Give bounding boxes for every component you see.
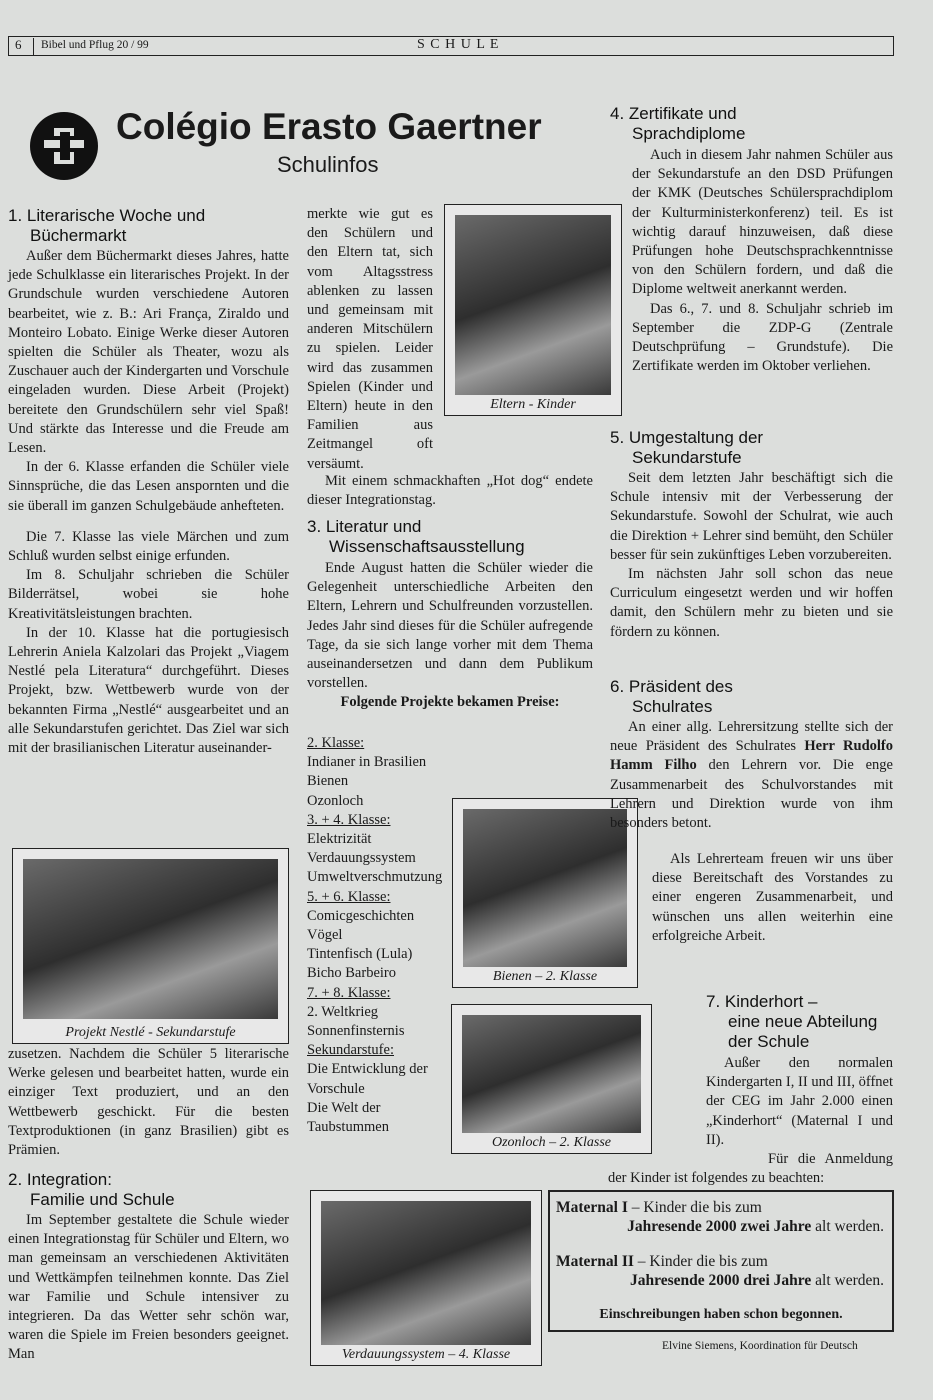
section-5-heading: 5. Umgestaltung der Sekundarstufe (610, 428, 764, 467)
section-2-end: Mit einem schmackhaften „Hot dog“ endete dieser Integrationstag. (307, 473, 593, 509)
page-number: 6 (15, 37, 22, 52)
section-1-continued: zusetzen. Nachdem die Schüler 5 literarische Werke gelesen und bearbeitet hatten, wurde ein einziger Text produziert, und an den Wettbewerb geschickt. Für die besten Textproduktionen (in ganz Brasilien) gibt es Prämien. (8, 1046, 289, 1159)
caption-bienen: Bienen – 2. Klasse (492, 969, 598, 984)
section-6-heading: 6. Präsident des Schulrates (610, 677, 733, 716)
prizes-title: Folgende Projekte bekamen Preise: (340, 694, 560, 711)
section-4-heading: 4. Zertifikate und Sprachdiplome (610, 104, 746, 143)
section-5-text: Seit dem letzten Jahr beschäftigt sich die Schule intensiv mit der Verbesserung der Sekundarstufe. Sowohl der Schulrat, wie auch die Direktion + Lehrer sind bemüht, den Schüler besser für sein zukünftiges Leben vorzubereiten. Im nächsten Jahr soll schon das neue Curriculum eingesetzt werden und wir hoffen damit, den Schülern mehr zu bieten und sie fördern zu können. (610, 470, 893, 640)
photo-ozonloch-image (462, 1015, 641, 1133)
section-6-text: An einer allg. Lehrersitzung stellte sich der neue Präsident des Schulrates Herr Rudolfo Hamm Filho den Lehrern vor. Die enge Zusammenarbeit des Schulvorstandes mit Lehrern und Direktion wurde von ihm besonders betont. (610, 719, 893, 832)
section-2-heading: 2. Integration: Familie und Schule (8, 1170, 175, 1209)
kinderhort-info-box: Maternal I – Kinder die bis zum Jahresende 2000 zwei Jahre alt werden. Maternal II – Kinder die bis zum Jahresende 2000 drei Jahre alt werden. Einschreibungen haben schon begonnen. (548, 1190, 894, 1332)
section-title: S C H U L E (417, 37, 500, 52)
photo-bienen-image (463, 809, 627, 967)
section-7-text-2: Für die Anmeldung der Kinder ist folgendes zu beachten: (608, 1151, 893, 1187)
section-7-text: Außer den normalen Kindergarten I, II und III, öffnet der CEG im Jahr 2.000 einen „Kinderhort“ (Maternal I und II). (706, 1055, 893, 1148)
publication-name: Bibel und Pflug 20 / 99 (41, 39, 149, 51)
page-subtitle: Schulinfos (277, 152, 379, 177)
photo-ozonloch (451, 1004, 652, 1154)
school-logo-icon (30, 112, 98, 180)
photo-eltern-image (455, 215, 611, 395)
page-title: Colégio Erasto Gaertner (116, 106, 542, 147)
caption-verdauung: Verdauungssystem – 4. Klasse (341, 1347, 511, 1362)
section-4-text: Auch in diesem Jahr nahmen Schüler aus der Sekundarstufe an den DSD Prüfungen der KMK (Deutsches Schülersprachdiplom der Kulturministerkonferenz) teil. Es ist wichtig darauf hinzuweisen, daß diese Prüfungen hohe Deutschsprachkenntnisse von den Schülern fordern, und daß die Diplome weltweit anerkannt werden. Das 6., 7. und 8. Schuljahr schrieb im September die ZDP-G (Zentrale Deutschprüfung – Grundstufe). Die Zertifikate werden im Oktober verliehen. (632, 147, 893, 375)
prize-list: 2. Klasse: Indianer in Brasilien Bienen Ozonloch 3. + 4. Klasse: Elektrizität Verdauungssystem Umweltverschmutzung 5. + 6. Klasse: Comicgeschichten Vögel Tintenfisch (Lula) Bicho Barbeiro 7. + 8. Klasse: 2. Weltkrieg Sonnenfinsternis Sekundarstufe: Die Entwicklung der Vorschule Die Welt der Taubstummen (307, 735, 443, 1136)
caption-nestle: Projekt Nestlé - Sekundarstufe (65, 1025, 236, 1040)
author-credit: Elvine Siemens, Koordination für Deutsch (662, 1340, 858, 1352)
caption-ozonloch: Ozonloch – 2. Klasse (492, 1135, 611, 1150)
section-2-text: Im September gestaltete die Schule wieder einen Integrationstag für Schüler und Eltern, wo man gemeinsam an verschiedenen Aktivitäten und Wettkämpfen teilnehmen konnte. Das Ziel war Familie und Schule intensiver zu integrieren. Da das Wetter sehr schön war, waren die Spiele im Freien besonders geeignet. Man (8, 1212, 289, 1363)
section-1-heading: 1. Literarische Woche und Büchermarkt (8, 206, 206, 245)
section-1-text: Außer dem Büchermarkt dieses Jahres, hatte jede Schulklasse ein literarisches Projekt. In der Grundschule wurden verschiedene Autoren bearbeitet, wie z. B.: Ari França, Ziraldo und Monteiro Lobato. Einige Werke dieser Autoren spielten die Schüler als Theater, wozu als Zuschauer auch der Kindergarten und Vorschule eingeladen wurden. Diese Arbeit (Projekt) bereitete den Grundschülern sehr viel Spaß! Und stärkte das Interesse und die Freude am Lesen. In der 6. Klasse erfanden die Schüler viele Sinnsprüche, die das Lesen anspornten und die sie überall im ganzen Schulgebäude anhefteten. Die 7. Klasse las viele Märchen und zum Schluß wurden selbst einige erfunden. Im 8. Schuljahr schrieben die Schüler Bilderrätsel, wobei sie hohe Kreativitätsleistungen brachten. In der 10. Klasse hat die portugiesisch Lehrerin Aniela Kalzolari das Projekt „Viagem Nestlé pela Literatura“ durchgeführt. Dieses Projekt, bzw. Wettbewerb wurde von der bekannten Firma „Nestlé“ ausgearbeitet und an alle Sekundarstufen gerichtet. Das Ziel war sich mit der brasilianischen Literatur auseinander- (8, 248, 289, 757)
caption-eltern: Eltern - Kinder (490, 397, 576, 412)
section-6-text-2: Als Lehrerteam freuen wir uns über diese Bereitschaft des Vorstandes zu einer engeren Zusammenarbeit, und wünschen uns allen weiterhin eine erfolgreiche Arbeit. (652, 851, 893, 944)
section-3-heading: 3. Literatur und Wissenschaftsausstellung (307, 517, 525, 556)
photo-nestle (12, 848, 289, 1044)
photo-verdauung-image (321, 1201, 531, 1345)
section-2-continued: merkte wie gut es den Schülern und den Eltern tat, sich vom Altagsstress ablenken zu lassen und gemeinsam mit anderen Mitschülern zu spielen. Leider wird das zusammen Spielen (Kinder und Eltern) heute in den Familien aus Zeitmangel oft versäumt. (307, 206, 433, 472)
photo-verdauung (310, 1190, 542, 1366)
section-7-heading: 7. Kinderhort – eine neue Abteilung der Schule (706, 992, 878, 1051)
photo-eltern-kinder (444, 204, 622, 416)
header-divider (33, 38, 34, 55)
registration-note: Einschreibungen haben schon begonnen. (599, 1307, 843, 1322)
header-bar (8, 36, 894, 56)
photo-nestle-image (23, 859, 278, 1019)
section-3-text: Ende August hatten die Schüler wieder die Gelegenheit unterschiedliche Arbeiten den Eltern, Lehrern und Schulfreunden vorzustellen. Jedes Jahr sind dieses für die Schüler aufregende Tage, da sie sich lange vorher mit dem Thema auseinandersetzen und dann dem Publikum vorstellen. Folgende Projekte bekamen Preise: (307, 559, 593, 713)
